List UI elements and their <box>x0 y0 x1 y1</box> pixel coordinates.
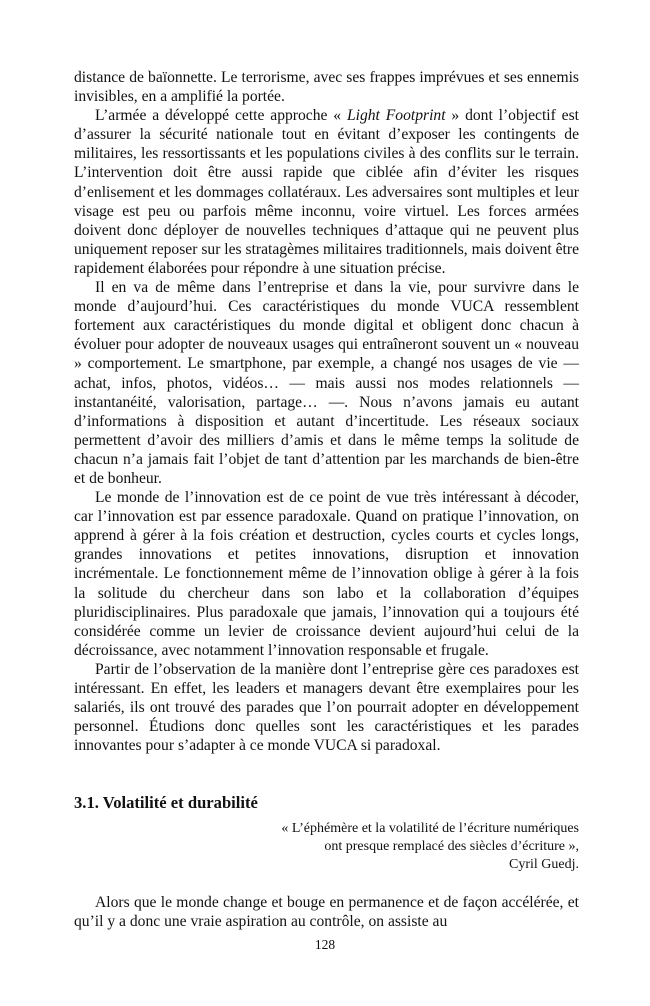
epigraph-author: Cyril Guedj. <box>509 856 579 872</box>
italic-term: Light Footprint <box>346 107 446 125</box>
paragraph-6: Alors que le monde change et bouge en permanence et de façon accélérée, et qu’il y a donc une vraie aspiration au contrôle, on assiste au <box>74 894 579 931</box>
epigraph-line-2: ont presque remplacé des siècles d’écriture », <box>324 838 579 854</box>
epigraph-line-1: « L’éphémère et la volatilité de l’écriture numériques <box>281 821 579 837</box>
section-heading: 3.1. Volatilité et durabilité <box>74 793 258 813</box>
paragraph-1: distance de baïonnette. Le terrorisme, avec ses frappes imprévues et ses ennemis invisibles, en a amplifié la portée. <box>74 69 579 106</box>
page-number: 128 <box>314 937 336 952</box>
epigraph <box>74 820 579 873</box>
paragraph-5: Partir de l’observation de la manière dont l’entreprise gère ces paradoxes est intéressant. En effet, les leaders et managers devant être exemplaires pour les salariés, ils ont trouvé des parades que l’on pourrait adopter en développement personnel. Étudions donc quelles sont les caractéristiques et les parades innovantes pour s’adapter à ce monde VUCA si paradoxal. <box>74 660 579 755</box>
paragraph-2: L’armée a développé cette approche « Light Footprint » dont l’objectif est d’assurer la sécurité nationale tout en évitant d’exposer les contingents de militaires, les ressortissants et les populations civiles à des conflits sur le terrain. L’intervention doit être aussi rapide que ciblée afin d’éviter les risques d’enlisement et les dommages collatéraux. Les adversaires sont multiples et leur visage est peu ou parfois même inconnu, voire virtuel. Les forces armées doivent donc déployer de nouvelles techniques d’attaque qui ne peuvent plus uniquement reposer sur les stratagèmes militaires traditionnels, mais doivent être rapidement élaborées pour répondre à une situation précise. <box>74 107 579 277</box>
paragraph-4: Le monde de l’innovation est de ce point de vue très intéressant à décoder, car l’innovation est par essence paradoxale. Quand on pratique l’innovation, on apprend à gérer à la fois création et destruction, cycles courts et cycles longs, grandes innovations et petites innovations, disruption et innovation incrémentale. Le fonctionnement même de l’innovation oblige à gérer à la fois la solitude du chercheur dans son labo et la collaboration d’équipes pluridisciplinaires. Plus paradoxale que jamais, l’innovation qui a toujours été considérée comme un levier de croissance devient aujourd’hui celui de la décroissance, avec notamment l’innovation responsable et frugale. <box>74 489 579 659</box>
paragraph-3: Il en va de même dans l’entreprise et dans la vie, pour survivre dans le monde d’aujourd’hui. Ces caractéristiques du monde VUCA ressemblent fortement aux caractéristiques du monde digital et obligent donc chacun à évoluer pour adopter de nouveaux usages qui entraîneront souvent un « nouveau » comportement. Le smartphone, par exemple, a changé nos usages de vie — achat, infos, photos, vidéos… — mais aussi nos modes relationnels — instantanéité, valorisation, partage… —. Nous n’avons jamais eu autant d’informations à disposition et autant d’incertitude. Les réseaux sociaux permettent d’avoir des milliers d’amis et dans le même temps la solitude de chacun n’a jamais fait l’objet de tant d’attention par les marchands de bien-être et de bonheur. <box>74 279 579 487</box>
page-body <box>74 68 579 931</box>
